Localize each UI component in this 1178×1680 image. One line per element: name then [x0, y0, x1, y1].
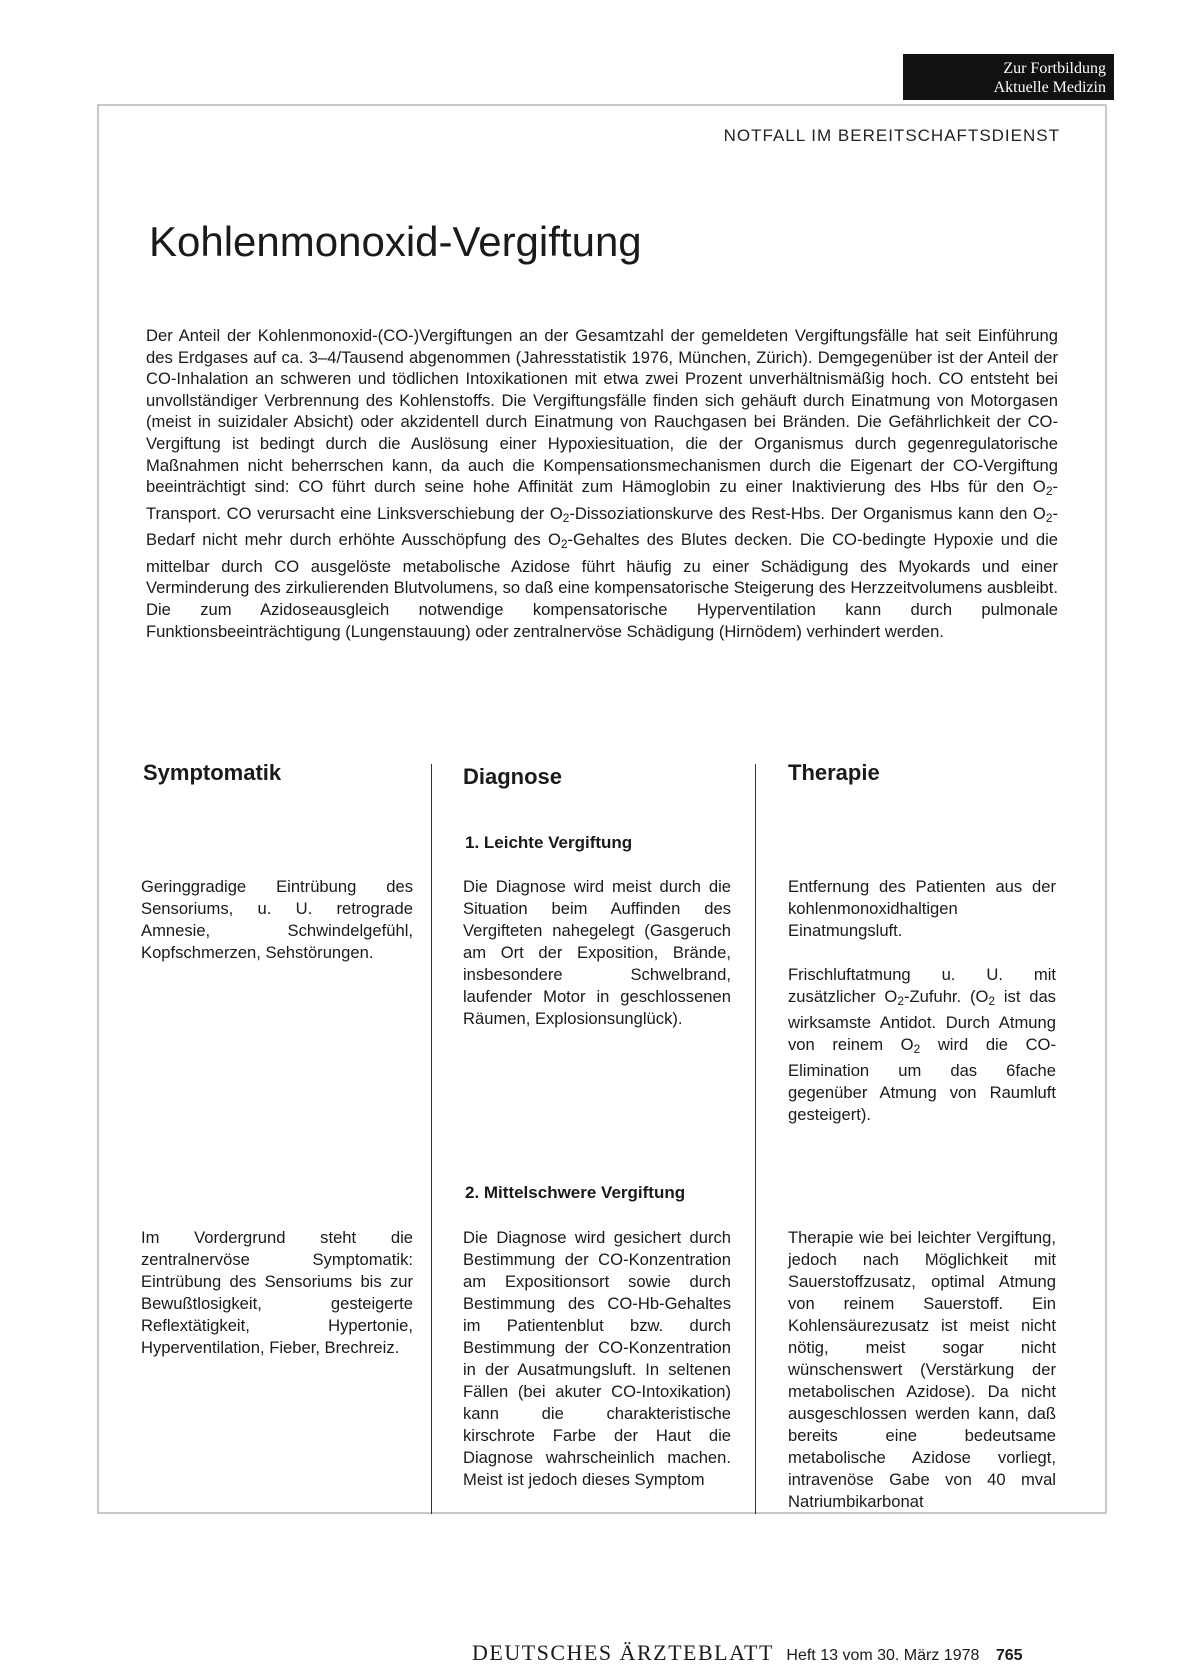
mittel-symptomatik-text: Im Vordergrund steht die zentralnervöse Symptomatik: Eintrübung des Sensoriums bis zur Bewußtlosigkeit, gesteigerte Reflextätigkeit, Hypertonie, Hyperventilation, Fieber, Brechreiz. [141, 1228, 413, 1357]
leicht-therapie-2b: -Zufuhr. (O [903, 987, 989, 1006]
section-tag [903, 54, 1114, 100]
leicht-therapie-sub-1: 2 [897, 993, 904, 1008]
intro-sub-2: 2 [562, 510, 570, 525]
leicht-symptomatik-text: Geringgradige Eintrübung des Sensoriums, u. U. retrograde Amnesie, Schwindelgefühl, Kopfschmerzen, Sehstörungen. [141, 877, 413, 962]
leicht-therapie-text-2 [788, 964, 1056, 1126]
intro-sub-1: 2 [1045, 484, 1053, 499]
column-divider-1 [431, 764, 432, 1514]
mittel-diagnose-text: Die Diagnose wird gesichert durch Bestimmung der CO-Konzentration am Expositionsort sowie durch Bestimmung des CO-Hb-Gehaltes im Patientenblut bzw. durch Bestimmung der CO-Konzentration in der Ausatmungsluft. In seltenen Fällen (bei akuter CO-Intoxikation) kann die charakteristische kirschrote Farbe der Haut die Diagnose wahrscheinlich machen. Meist ist jedoch dieses Symptom [463, 1228, 731, 1489]
intro-text-1: Der Anteil der Kohlenmonoxid-(CO-)Vergiftungen an der Gesamtzahl der gemeldeten Vergiftungsfälle hat seit Einführung des Erdgases auf ca. 3–4/Tausend abgenommen (Jahresstatistik 1976, München, Zürich). Demgegenüber ist der Anteil der CO-Inhalation an schweren und tödlichen Intoxikationen mit etwa zwei Prozent unverhältnismäßig hoch. CO entsteht bei unvollständiger Verbrennung des Kohlenstoffs. Die Vergiftungsfälle finden sich gehäuft durch Einatmung von Motorgasen (meist in suizidaler Absicht) oder akzidentell durch Einatmung von Rauchgasen bei Bränden. Die Gefährlichkeit der CO-Vergiftung ist bedingt durch die Auslösung einer Hypoxiesituation, die der Organismus durch gegenregulatorische Maßnahmen nicht beherrschen kann, da auch die Kompensationsmechanismen durch die Eigenart der CO-Vergiftung beeinträchtigt sind: CO führt durch seine hohe Affinität zum Hämoglobin zu einer Inaktivierung des Hbs für den O [146, 326, 1058, 497]
mittel-therapie-text: Therapie wie bei leichter Vergiftung, jedoch nach Möglichkeit mit Sauerstoffzusatz, optimal Atmung von reinem Sauerstoff. Ein Kohlensäurezusatz ist meist nicht nötig, meist sogar nicht wünschenswert (Verstärkung der metabolischen Azidose). Da nicht ausgeschlossen werden kann, daß bereits eine bedeutsame metabolische Azidose vorliegt, intravenöse Gabe von 40 mval Natriumbikarbonat [788, 1228, 1056, 1511]
leicht-therapie-2a: Frischluftatmung u. U. mit zusätzlicher O [788, 965, 1056, 1006]
section-label: NOTFALL IM BEREITSCHAFTSDIENST [723, 126, 1060, 145]
leicht-therapie-2d: wird die CO-Elimination um das 6fache gegenüber Atmung von Raumluft gesteigert). [788, 1034, 1056, 1124]
intro-sub-4: 2 [560, 537, 568, 552]
page-number: 765 [995, 1647, 1023, 1664]
article-title: Kohlenmonoxid-Vergiftung [149, 218, 642, 265]
leicht-therapie-text-1: Entfernung des Patienten aus der kohlenmonoxidhaltigen Einatmungsluft. [788, 877, 1056, 940]
intro-text-5: -Gehaltes des Blutes decken. Die CO-bedingte Hypoxie und die mittelbar durch CO ausgelöste metabolische Azidose führt häufig zu einer Schädigung des Myokards und einer Verminderung des zirkulierenden Blutvolumens, so daß eine kompensatorische Steigerung des Herzzeitvolumens ausbleibt. Die zum Azidoseausgleich notwendige kompensatorische Hyperventilation kann durch pulmonale Funktionsbeeinträchtigung (Lungenstauung) oder zentralnervöse Schädigung (Hirnödem) verhindert werden. [146, 530, 1058, 641]
leicht-diagnose-text: Die Diagnose wird meist durch die Situation beim Auffinden des Vergifteten nahegelegt (Gasgeruch am Ort der Exposition, Brände, insbesondere Schwelbrand, laufender Motor in geschlossenen Räumen, Explosionsunglück). [463, 877, 731, 1028]
page-footer [472, 1640, 1092, 1666]
column-divider-2 [755, 764, 756, 1514]
intro-text-2: -Transport. CO verursacht eine Linksverschiebung der O [146, 477, 1058, 523]
leicht-therapie-sub-2: 2 [988, 993, 996, 1008]
heading-symptomatik: Symptomatik [143, 760, 282, 785]
section-tag-line2: Aktuelle Medizin [993, 79, 1106, 96]
issue-info: Heft 13 vom 30. März 1978 [786, 1647, 980, 1664]
journal-name: DEUTSCHES ÄRZTEBLATT [472, 1640, 774, 1665]
intro-sub-3: 2 [1045, 510, 1053, 525]
intro-paragraph [146, 325, 1058, 642]
intro-text-3: -Dissoziationskurve des Rest-Hbs. Der Organismus kann den O [569, 503, 1046, 523]
heading-diagnose: Diagnose [463, 764, 563, 789]
subheading-leichte-vergiftung: 1. Leichte Vergiftung [465, 833, 633, 852]
leicht-therapie-sub-3: 2 [913, 1041, 921, 1056]
leicht-therapie-2c: ist das wirksamste Antidot. Durch Atmung von reinem O [788, 987, 1056, 1054]
heading-therapie: Therapie [788, 760, 880, 785]
intro-text-4: -Bedarf nicht mehr durch erhöhte Ausschöpfung des O [146, 503, 1058, 550]
section-tag-line1: Zur Fortbildung [1003, 60, 1106, 77]
subheading-mittelschwere-vergiftung: 2. Mittelschwere Vergiftung [465, 1183, 686, 1202]
